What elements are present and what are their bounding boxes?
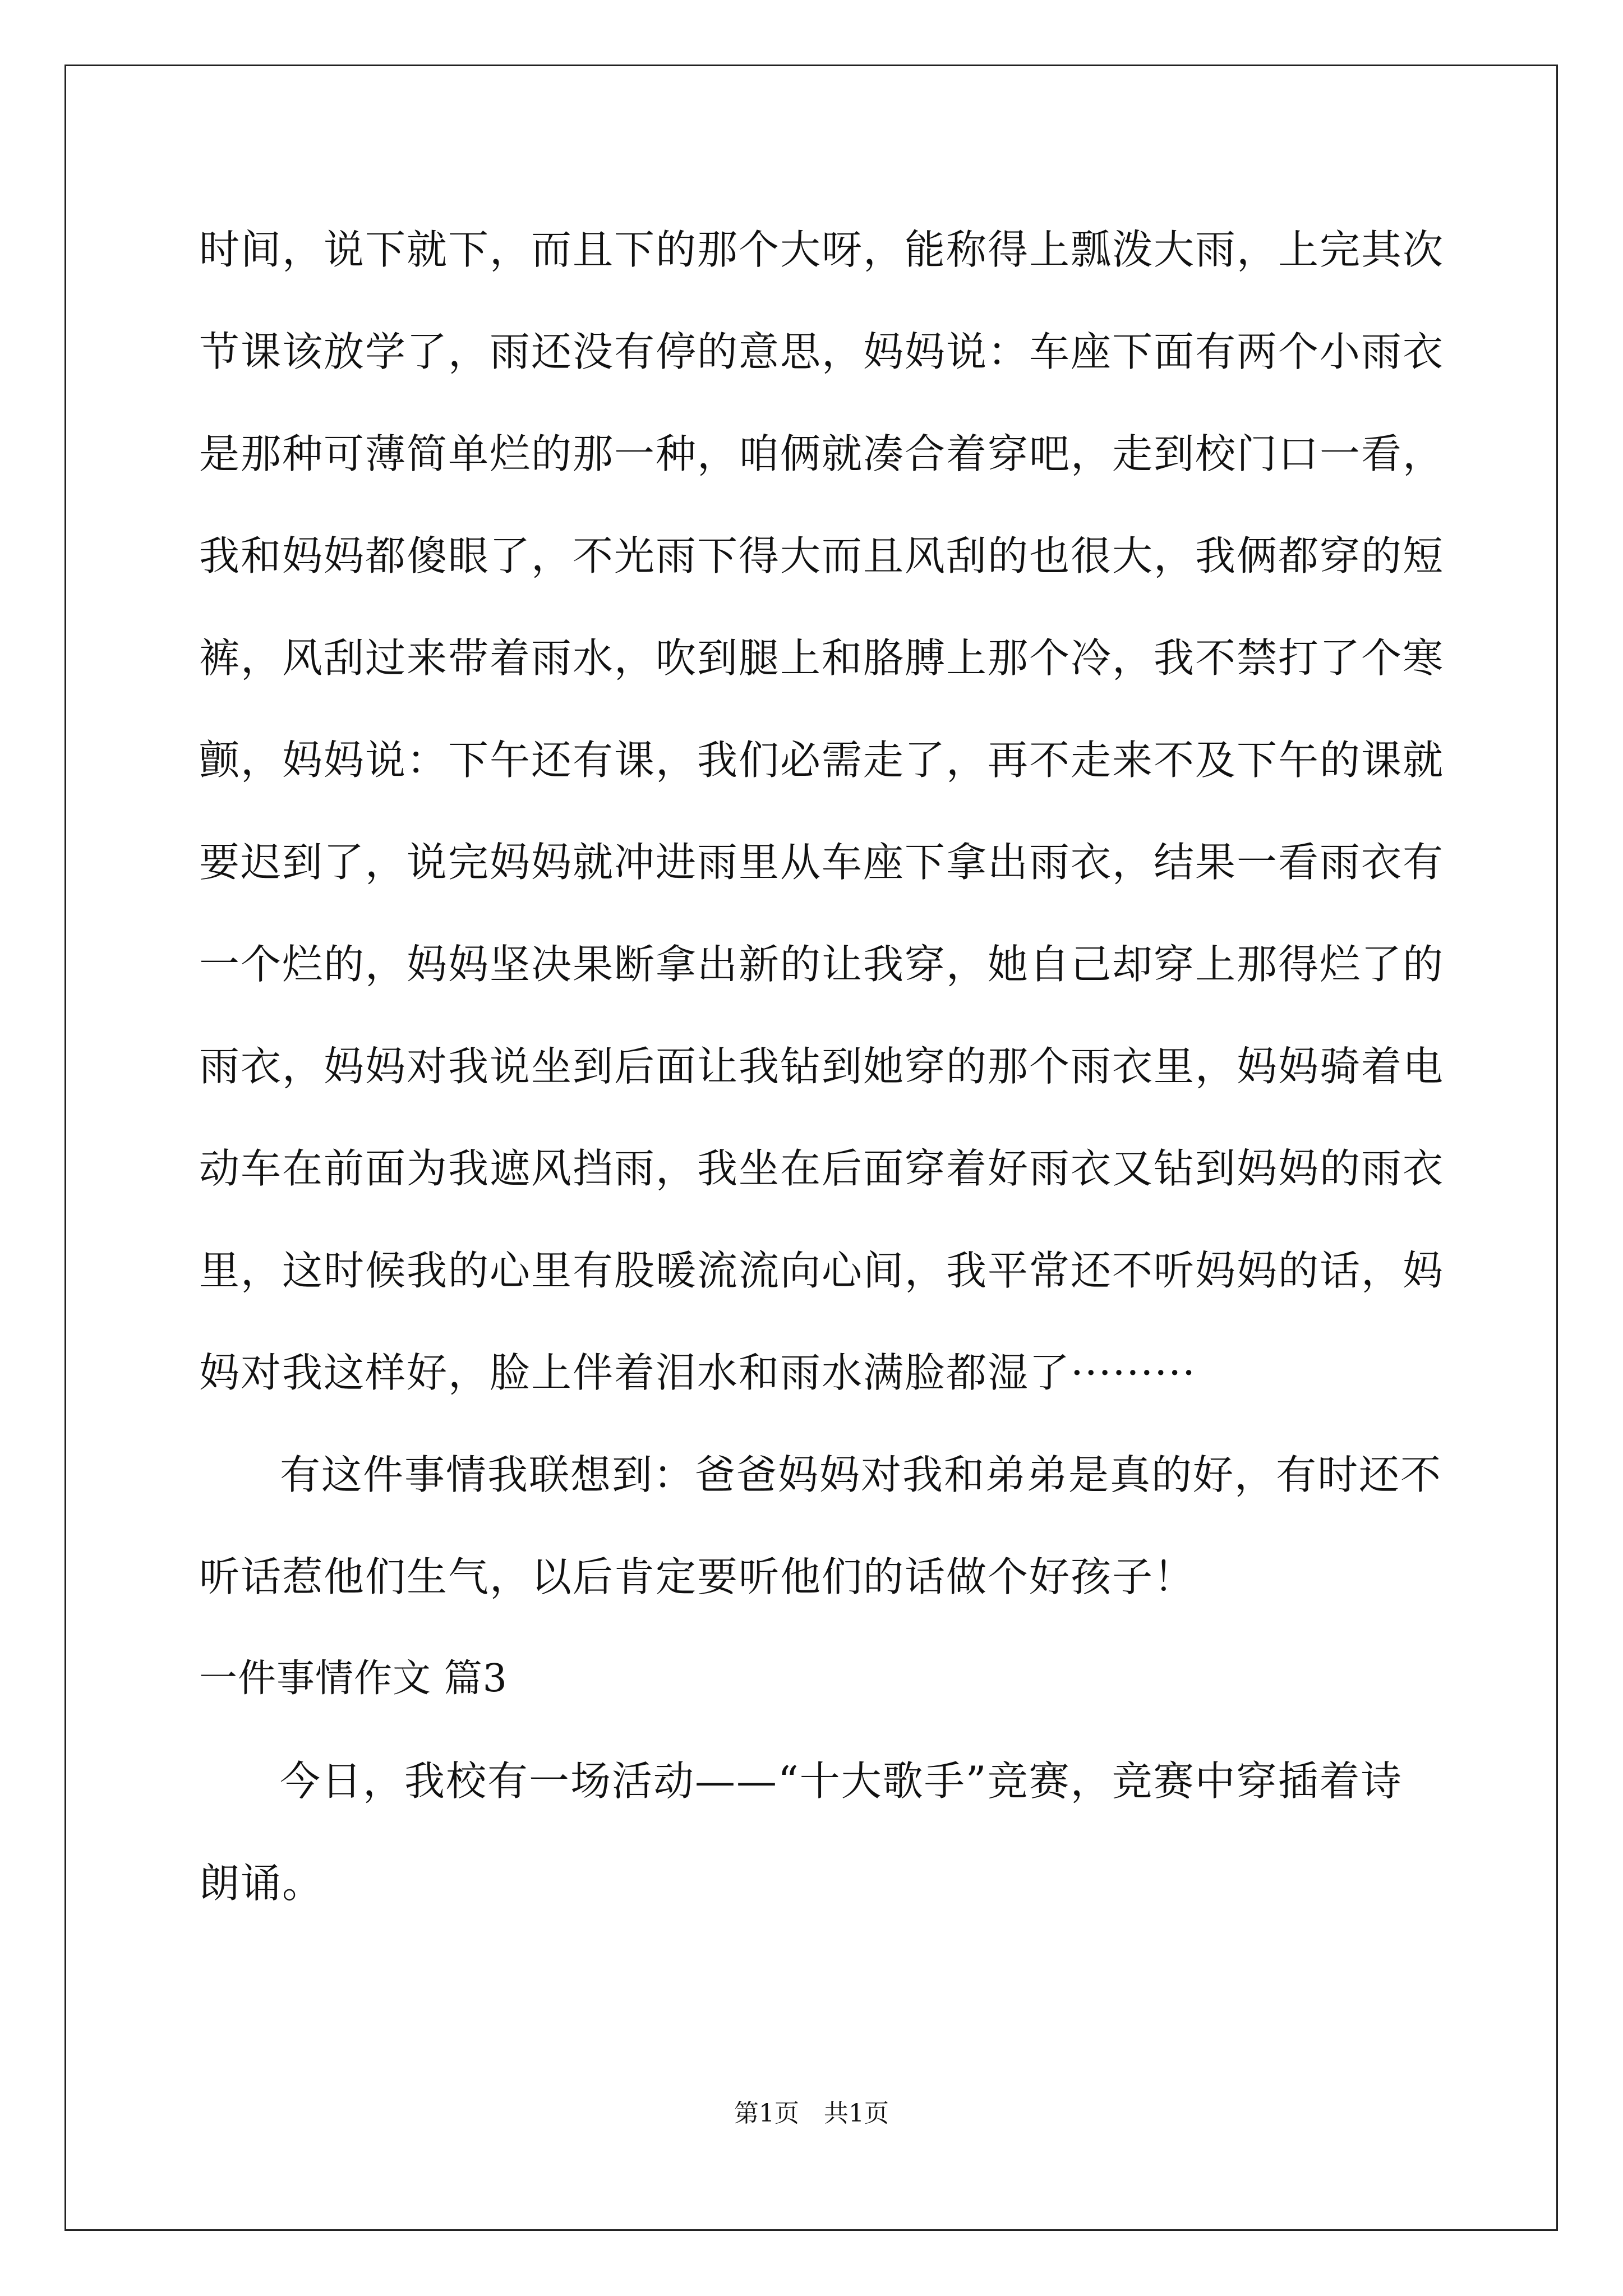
- body-line-8: 一个烂的，妈妈坚决果断拿出新的让我穿，她自己却穿上那得烂了的: [199, 941, 1445, 988]
- body-line-7: 要迟到了，说完妈妈就冲进雨里从车座下拿出雨衣，结果一看雨衣有: [199, 839, 1445, 886]
- page-footer: 第1页 共1页: [734, 2099, 889, 2128]
- body-line-13: 有这件事情我联想到：爸爸妈妈对我和弟弟是真的好，有时还不: [280, 1451, 1442, 1498]
- body-line-2: 节课该放学了，雨还没有停的意思，妈妈说：车座下面有两个小雨衣: [199, 328, 1445, 375]
- body-line-5: 裤，风刮过来带着雨水，吹到腿上和胳膊上那个冷，我不禁打了个寒: [199, 634, 1445, 682]
- body-line-4: 我和妈妈都傻眼了，不光雨下得大而且风刮的也很大，我俩都穿的短: [199, 532, 1445, 579]
- section-heading: 一件事情作文 篇3: [199, 1657, 508, 1701]
- body-line-1: 时间，说下就下，而且下的那个大呀，能称得上瓢泼大雨，上完其次: [199, 226, 1445, 273]
- body-line-9: 雨衣，妈妈对我说坐到后面让我钻到她穿的那个雨衣里，妈妈骑着电: [199, 1043, 1445, 1090]
- body-line-17: 朗诵。: [199, 1860, 324, 1907]
- body-line-11: 里，这时候我的心里有股暖流流向心间，我平常还不听妈妈的话，妈: [199, 1247, 1445, 1294]
- body-line-16: 今日，我校有一场活动——“十大歌手”竞赛，竞赛中穿插着诗: [280, 1757, 1403, 1805]
- document-body: [199, 224, 1445, 1908]
- body-line-14: 听话惹他们生气，以后肯定要听他们的话做个好孩子！: [199, 1553, 1196, 1600]
- body-line-6: 颤，妈妈说：下午还有课，我们必需走了，再不走来不及下午的课就: [199, 737, 1445, 784]
- body-line-10: 动车在前面为我遮风挡雨，我坐在后面穿着好雨衣又钻到妈妈的雨衣: [199, 1145, 1445, 1192]
- body-line-12: 妈对我这样好，脸上伴着泪水和雨水满脸都湿了·········: [199, 1349, 1196, 1396]
- body-line-3: 是那种可薄简单烂的那一种，咱俩就凑合着穿吧，走到校门口一看，: [199, 430, 1445, 477]
